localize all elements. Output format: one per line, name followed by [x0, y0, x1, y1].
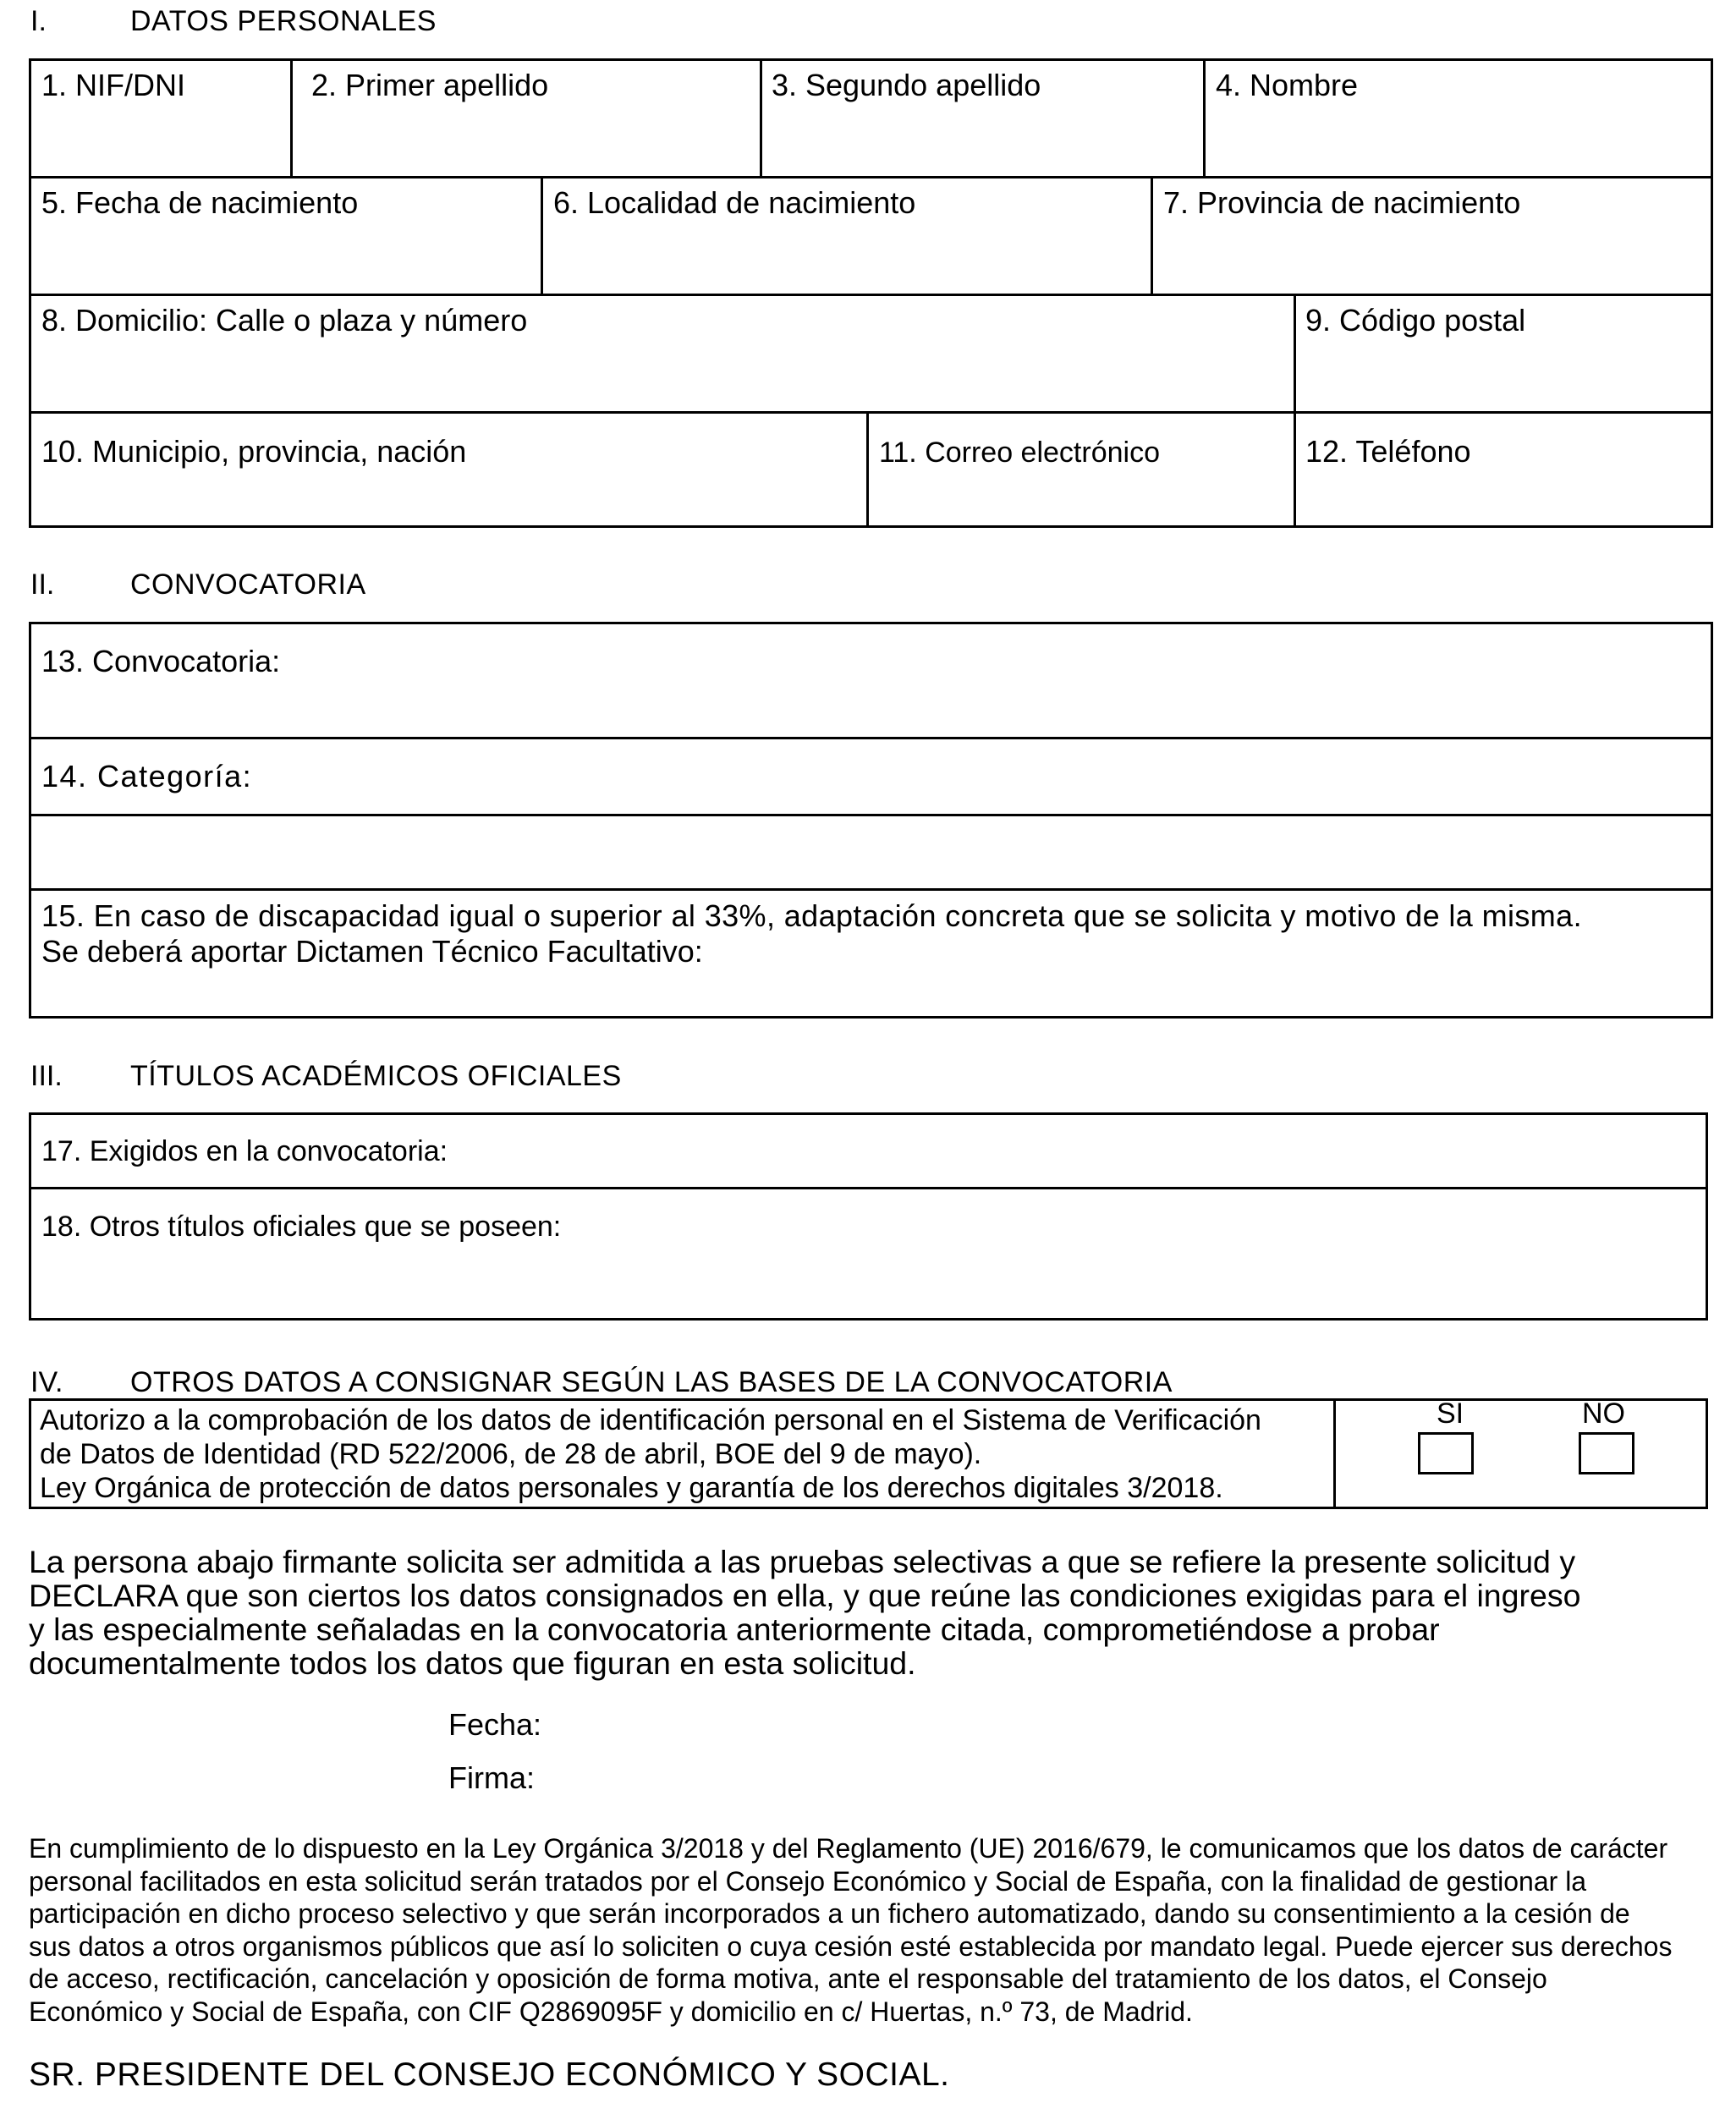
discapacidad-field[interactable] [31, 891, 1711, 1016]
fecha-nacimiento-field[interactable] [31, 178, 541, 294]
section-title: OTROS DATOS A CONSIGNAR SEGÚN LAS BASES DE LA CONVOCATORIA [130, 1366, 1173, 1398]
nif-label: 1. NIF/DNI [41, 68, 186, 102]
no-checkbox[interactable] [1579, 1432, 1634, 1474]
privacy-line: En cumplimiento de lo dispuesto en la Ley Orgánica 3/2018 y del Reglamento (UE) 2016/679, le comunicamos que los datos de carácter [29, 1833, 1668, 1864]
autorizo-text [31, 1401, 1333, 1507]
section-titulos-heading [30, 1059, 1046, 1093]
discapacidad-label-line1: 15. En caso de discapacidad igual o superior al 33%, adaptación concreta que se solicita y motivo de la misma. [41, 898, 1583, 933]
localidad-nacimiento-field[interactable] [543, 178, 1151, 294]
domicilio-label: 8. Domicilio: Calle o plaza y número [41, 303, 528, 338]
section-title: TÍTULOS ACADÉMICOS OFICIALES [130, 1060, 622, 1092]
autorizo-line1: Autorizo a la comprobación de los datos de identificación personal en el Sistema de Verificación [40, 1404, 1261, 1436]
declaration-line: DECLARA que son ciertos los datos consignados en ella, y que reúne las condiciones exigidas para el ingreso [29, 1578, 1581, 1613]
titulos-exigidos-field[interactable] [31, 1115, 1706, 1187]
si-checkbox[interactable] [1418, 1432, 1474, 1474]
declaration-paragraph [29, 1545, 1711, 1680]
privacy-line: personal facilitados en esta solicitud serán tratados por el Consejo Económico y Social de España, con la finalidad de gestionar la [29, 1865, 1587, 1897]
si-label: SI [1437, 1397, 1464, 1430]
segundo-apellido-field[interactable] [762, 61, 1203, 176]
telefono-field[interactable] [1296, 414, 1711, 525]
section-personal-heading [30, 4, 876, 38]
autorizo-line2: de Datos de Identidad (RD 522/2006, de 28 de abril, BOE del 9 de mayo). [40, 1438, 982, 1470]
nombre-field[interactable] [1206, 61, 1711, 176]
declaration-line: La persona abajo firmante solicita ser admitida a las pruebas selectivas a que se refiere la presente solicitud y [29, 1544, 1576, 1579]
firma-label: Firma: [448, 1760, 535, 1795]
provincia-nacimiento-label: 7. Provincia de nacimiento [1163, 185, 1521, 220]
correo-label: 11. Correo electrónico [879, 437, 1160, 469]
privacy-line: Económico y Social de España, con CIF Q2869095F y domicilio en c/ Huertas, n.º 73, de Madrid. [29, 1996, 1193, 2027]
titulos-exigidos-label: 17. Exigidos en la convocatoria: [41, 1135, 448, 1167]
discapacidad-label-line2: Se deberá aportar Dictamen Técnico Facultativo: [41, 934, 703, 969]
declaration-line: y las especialmente señaladas en la convocatoria anteriormente citada, comprometiéndose a probar [29, 1612, 1440, 1647]
correo-field[interactable] [869, 414, 1294, 525]
codigo-postal-label: 9. Código postal [1305, 303, 1526, 338]
privacy-line: participación en dicho proceso selectivo y que serán incorporados a un fichero automatizado, dando su consentimiento a la cesión de [29, 1898, 1630, 1929]
fecha-nacimiento-label: 5. Fecha de nacimiento [41, 185, 359, 220]
categoria-value-field[interactable] [31, 816, 1711, 888]
categoria-label: 14. Categoría: [41, 759, 253, 793]
section-number: II. [30, 568, 55, 601]
domicilio-field[interactable] [31, 296, 1294, 411]
convocatoria-label: 13. Convocatoria: [41, 644, 281, 678]
section-number: III. [30, 1060, 63, 1092]
section-title: DATOS PERSONALES [130, 5, 437, 37]
privacy-line: sus datos a otros organismos públicos que así lo soliciten o cuya cesión esté establecida por mandato legal. Puede ejercer sus derechos [29, 1930, 1673, 1962]
primer-apellido-label: 2. Primer apellido [311, 68, 549, 102]
nombre-label: 4. Nombre [1216, 68, 1359, 102]
section-title: CONVOCATORIA [130, 568, 366, 601]
section-convocatoria-heading [30, 568, 876, 601]
provincia-nacimiento-field[interactable] [1153, 178, 1711, 294]
telefono-label: 12. Teléfono [1305, 434, 1471, 469]
nif-field[interactable] [31, 61, 290, 176]
autorizo-line3: Ley Orgánica de protección de datos personales y garantía de los derechos digitales 3/2018. [40, 1472, 1223, 1504]
section-number: IV. [30, 1366, 63, 1398]
titulos-otros-field[interactable] [31, 1189, 1706, 1318]
section-otros-heading [30, 1365, 1469, 1399]
addressee: SR. PRESIDENTE DEL CONSEJO ECONÓMICO Y SOCIAL. [29, 2056, 950, 2093]
codigo-postal-field[interactable] [1296, 296, 1711, 411]
section-number: I. [30, 5, 47, 37]
convocatoria-field[interactable] [31, 624, 1711, 737]
localidad-nacimiento-label: 6. Localidad de nacimiento [553, 185, 916, 220]
privacy-notice [29, 1832, 1711, 2028]
segundo-apellido-label: 3. Segundo apellido [772, 68, 1041, 102]
declaration-line: documentalmente todos los datos que figuran en esta solicitud. [29, 1645, 916, 1681]
categoria-field[interactable] [31, 739, 1711, 814]
fecha-label: Fecha: [448, 1707, 542, 1742]
primer-apellido-field[interactable] [293, 61, 760, 176]
municipio-field[interactable] [31, 414, 866, 525]
titulos-otros-label: 18. Otros títulos oficiales que se poseen: [41, 1211, 562, 1243]
no-label: NO [1582, 1397, 1625, 1430]
municipio-label: 10. Municipio, provincia, nación [41, 434, 467, 469]
privacy-line: de acceso, rectificación, cancelación y oposición de forma motiva, ante el responsable del tratamiento de los datos, el Consejo [29, 1963, 1547, 1994]
